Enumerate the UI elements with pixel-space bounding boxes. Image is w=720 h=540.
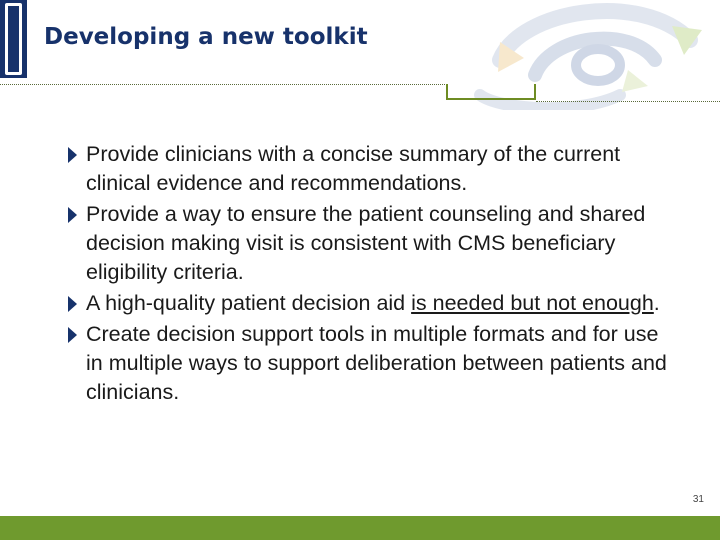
header-rule-right: [536, 101, 720, 102]
bullet-text-underlined: is needed but not enough: [411, 291, 654, 315]
bullet-item: [58, 200, 678, 287]
bullet-item: [58, 320, 678, 407]
bullet-text-before: A high-quality patient decision aid: [86, 291, 412, 315]
bullet-arrow-icon: [68, 327, 77, 343]
bullet-list: [58, 140, 678, 409]
bullet-text-after: .: [653, 291, 660, 315]
title-accent-bar: [0, 0, 27, 78]
header-rule-left: [0, 84, 447, 85]
bullet-text: Create decision support tools in multiple formats and for use in multiple ways to support deliberation between patients and clinicians.: [86, 322, 667, 404]
bullet-text: Provide a way to ensure the patient counseling and shared decision making visit is consistent with CMS beneficiary eligibility criteria.: [86, 202, 646, 284]
header-rule-step: [446, 84, 536, 100]
bullet-arrow-icon: [68, 207, 77, 223]
bullet-arrow-icon: [68, 147, 77, 163]
bullet-arrow-icon: [68, 296, 77, 312]
bullet-item: [58, 289, 678, 318]
bullet-text: Provide clinicians with a concise summary of the current clinical evidence and recommendations.: [86, 142, 621, 195]
bullet-item: [58, 140, 678, 198]
slide-title: Developing a new toolkit: [44, 24, 368, 50]
title-accent-bar-core: [8, 6, 19, 72]
footer-bar: [0, 516, 720, 540]
page-number: 31: [692, 494, 704, 505]
